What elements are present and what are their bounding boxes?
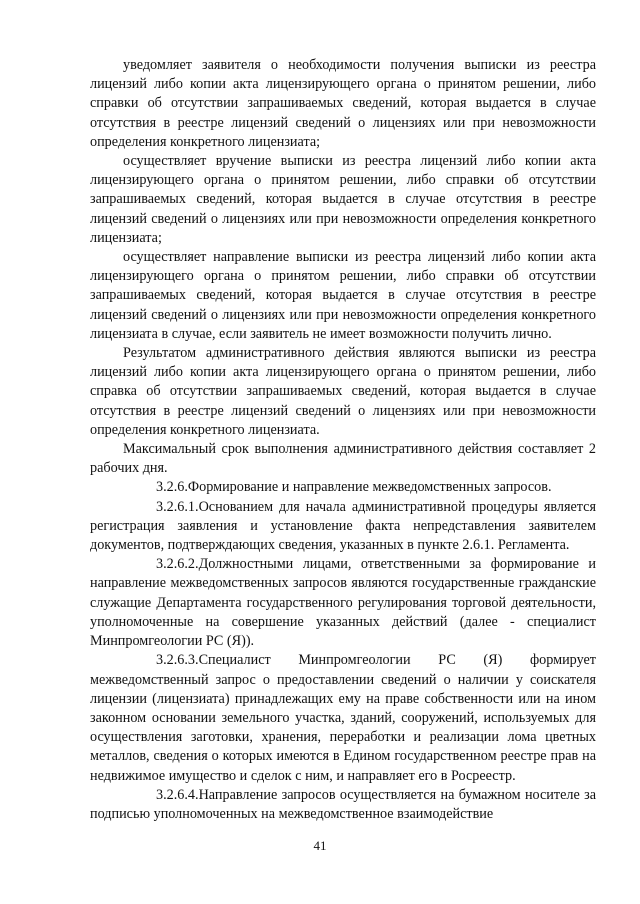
section-text: Специалист Минпромгеологии РС (Я) формирует межведомственный запрос о предоставлении сведений о наличии у соискателя лицензии (лицензиата) принадлежащих ему на праве собственности или на ином законном основании земельного участка, зданий, сооружений, используемых для осуществления заготовки, хранения, переработки и реализации лома цветных металлов, сведения о которых имеются в Едином государственном реестре прав на недвижимое имущество и сделок с ним, и направляет его в Росреестр. [90, 652, 596, 784]
section-text: Должностными лицами, ответственными за формирование и направление межведомственных запросов являются государственные гражданские служащие Департамента государственного регулирования торговой деятельности, уполномоченные на совершение указанных действий (далее - специалист Минпромгеологии РС (Я)). [90, 556, 596, 650]
paragraph-delivery: осуществляет вручение выписки из реестра лицензий либо копии акта лицензирующего органа о принятом решении, либо справки об отсутствии запрашиваемых сведений, которая выдается в случае отсутствия в реестре лицензий сведений о лицензиях или при невозможности определения конкретного лицензиата; [90, 153, 596, 246]
section-3-2-6-4 [90, 786, 596, 824]
section-text: Основанием для начала административной процедуры является регистрация заявления и установление факта непредставления заявителем документов, подтверждающих сведения, указанных в пункте 2.6.1. Регламента. [90, 498, 596, 554]
paragraph-notify: уведомляет заявителя о необходимости получения выписки из реестра лицензий либо копии акта лицензирующего органа о принятом решении, либо справки об отсутствии запрашиваемых сведений, которая выдается в случае отсутствия в реестре лицензий сведений о лицензиях или при невозможности определения конкретного лицензиата; [90, 57, 596, 150]
section-number: 3.2.6.3. [156, 652, 199, 669]
section-text: Формирование и направление межведомственных запросов. [187, 479, 552, 496]
paragraph-result: Результатом административного действия являются выписки из реестра лицензий либо копии акта лицензирующего органа о принятом решении, либо справка об отсутствии запрашиваемых сведений, которая выдается в случае отсутствия в реестре лицензий сведений о лицензиях или при невозможности определения конкретного лицензиата. [90, 345, 596, 438]
section-number: 3.2.6.2. [156, 556, 199, 573]
document-page [90, 56, 596, 824]
section-3-2-6-3 [90, 651, 596, 785]
section-text: Направление запросов осуществляется на бумажном носителе за подписью уполномоченных на межведомственное взаимодействие [90, 786, 596, 822]
section-3-2-6-1 [90, 498, 596, 556]
paragraph-sending: осуществляет направление выписки из реестра лицензий либо копии акта лицензирующего органа о принятом решении, либо справки об отсутствии запрашиваемых сведений, которая выдается в случае отсутствия в реестре лицензий сведений о лицензиях или при невозможности определения конкретного лицензиата в случае, если заявитель не имеет возможности получить лично. [90, 249, 596, 342]
section-number: 3.2.6.4. [156, 786, 199, 803]
section-3-2-6 [90, 478, 596, 497]
page-number: 41 [313, 838, 327, 853]
section-number: 3.2.6. [156, 479, 188, 496]
section-number: 3.2.6.1. [156, 498, 199, 515]
section-3-2-6-2 [90, 555, 596, 651]
paragraph-max-term: Максимальный срок выполнения административного действия составляет 2 рабочих дня. [90, 441, 596, 477]
